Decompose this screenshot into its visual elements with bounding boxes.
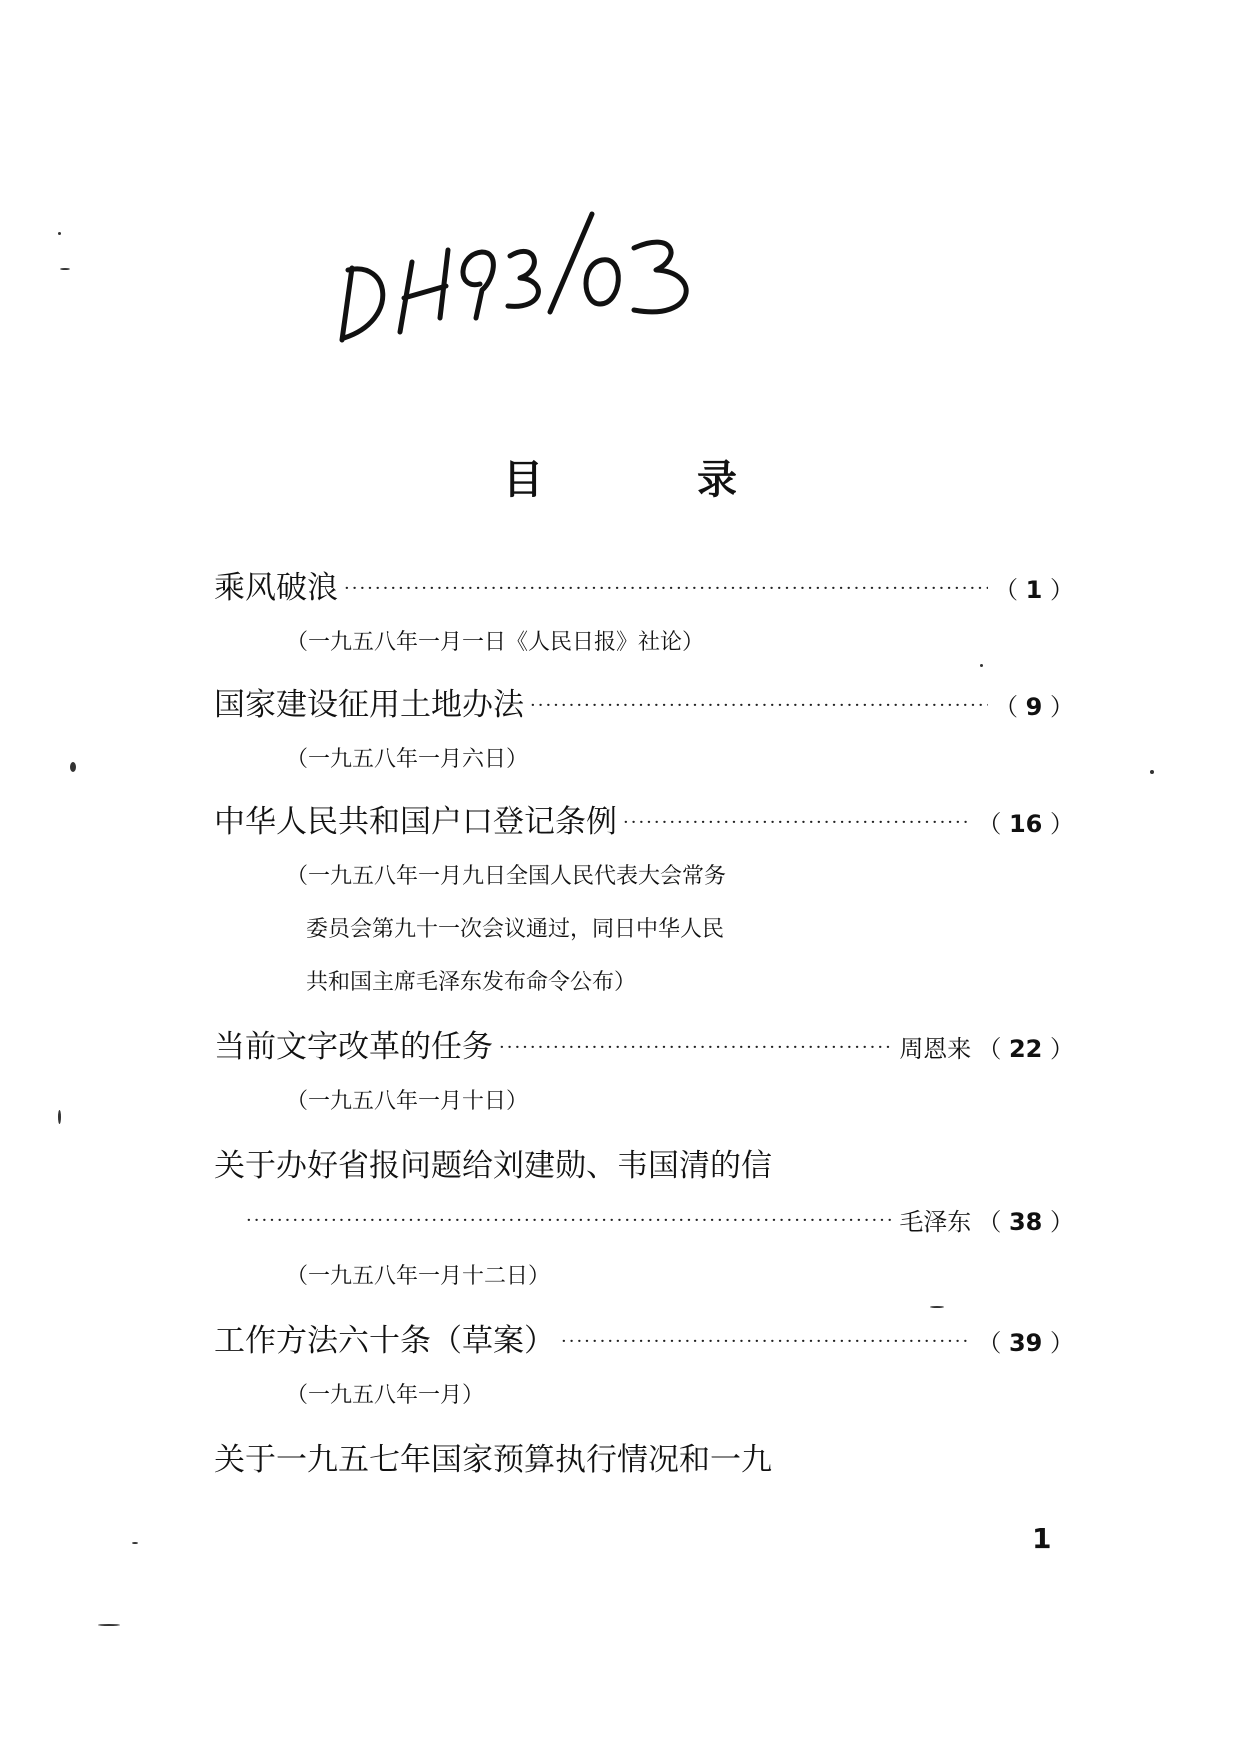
entry-author: 毛泽东 (899, 1208, 972, 1236)
entry-page-number: （ 16 ） (977, 810, 1074, 838)
entry-title: 国家建设征用土地办法 (214, 687, 524, 723)
entry-note: （一九五八年一月九日全国人民代表大会常务 (286, 864, 727, 889)
scan-speck (980, 664, 983, 667)
toc-entry[interactable] (214, 677, 1074, 786)
entry-title: 工作方法六十条（草案） (214, 1323, 555, 1359)
dot-leader (623, 795, 971, 851)
entry-note: 共和国主席毛泽东发布命令公布） (306, 970, 637, 995)
toc-entry[interactable] (214, 794, 1074, 1009)
entry-note: （一九五八年一月） (286, 1383, 485, 1408)
scan-speck (58, 1110, 61, 1124)
scan-speck (930, 1306, 944, 1308)
entry-title: 关于办好省报问题给刘建勋、韦国清的信 (214, 1148, 772, 1184)
handwritten-call-number (330, 200, 750, 360)
page-number: 1 (1032, 1522, 1052, 1555)
dot-leader (344, 561, 988, 617)
scan-speck (132, 1542, 138, 1544)
toc-entry[interactable] (214, 1432, 1074, 1488)
entry-page-number: （ 38 ） (977, 1208, 1074, 1236)
table-of-contents (214, 560, 1074, 1488)
entry-note: （一九五八年一月十日） (286, 1089, 529, 1114)
entry-title: 乘风破浪 (214, 570, 338, 606)
dot-leader (530, 678, 988, 734)
page-title: 目 录 (503, 457, 807, 503)
entry-page-number: （ 22 ） (977, 1035, 1074, 1063)
scan-speck (1150, 770, 1154, 774)
entry-note: （一九五八年一月六日） (286, 747, 529, 772)
toc-entry[interactable] (214, 1138, 1074, 1303)
entry-title: 关于一九五七年国家预算执行情况和一九 (214, 1442, 772, 1478)
scan-speck (60, 268, 70, 270)
dot-leader (561, 1314, 971, 1370)
handwritten-mark-icon (330, 200, 750, 360)
dot-leader (246, 1193, 893, 1249)
entry-title: 当前文字改革的任务 (214, 1029, 493, 1065)
toc-entry[interactable] (214, 1313, 1074, 1422)
entry-note: 委员会第九十一次会议通过，同日中华人民 (306, 917, 725, 942)
scan-speck (98, 1624, 120, 1626)
entry-author: 周恩来 (899, 1035, 972, 1063)
entry-page-number: （ 1 ） (994, 576, 1074, 604)
entry-note: （一九五八年一月十二日） (286, 1264, 551, 1289)
toc-entry[interactable] (214, 1019, 1074, 1128)
entry-page-number: （ 39 ） (977, 1329, 1074, 1357)
scan-speck (58, 232, 61, 235)
entry-title: 中华人民共和国户口登记条例 (214, 804, 617, 840)
entry-page-number: （ 9 ） (994, 693, 1074, 721)
dot-leader (499, 1020, 893, 1076)
scan-speck (70, 762, 76, 772)
toc-entry[interactable] (214, 560, 1074, 669)
entry-note: （一九五八年一月一日《人民日报》社论） (286, 630, 705, 655)
